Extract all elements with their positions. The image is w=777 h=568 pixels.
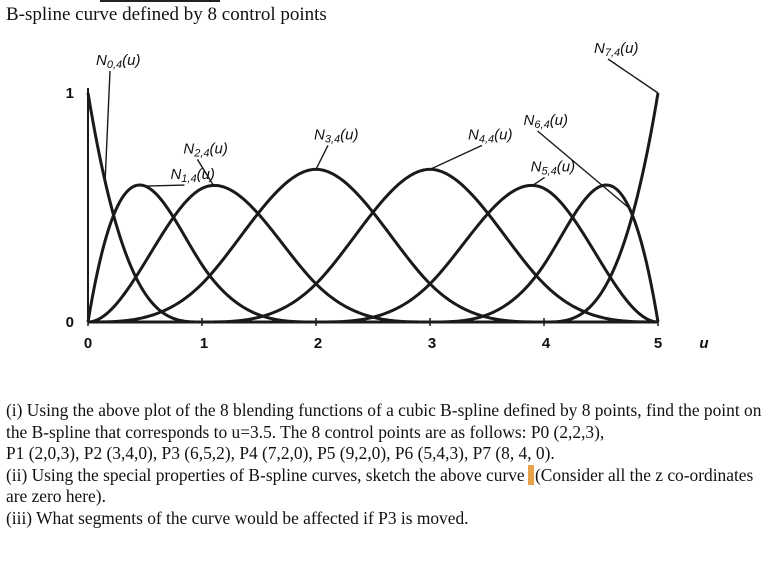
question-2-note: (Consider all the z co-ordinates are zero here). (6, 464, 754, 506)
basis-curve-3 (88, 169, 658, 322)
leader-line-3 (316, 145, 328, 169)
question-2-text: (ii) Using the special properties of B-spline curves, sketch the above curve (6, 464, 525, 485)
basis-curve-2 (88, 185, 658, 322)
basis-curve-1 (88, 185, 658, 322)
basis-curve-6 (88, 185, 658, 322)
leader-line-0 (105, 71, 110, 181)
question-1-points: P1 (2,0,3), P2 (3,4,0), P3 (6,5,2), P4 (7,2,0), P5 (9,2,0), P6 (5,4,3), P7 (8, 4, 0). (6, 443, 555, 463)
leader-layer (105, 59, 658, 208)
series-label-2: $N_{2,4}(u)$ (183, 140, 228, 160)
x-axis-label: u (699, 335, 709, 352)
x-tick-label-5: 5 (653, 335, 663, 352)
y-tick-label-1: 1 (65, 85, 74, 102)
question-1: (i) Using the above plot of the 8 blending functions of a cubic B-spline defined by 8 points, find the point on the B-spline that corresponds to u=3.5. The 8 control points are as follows: P0 (2,2,3), (6, 400, 762, 442)
x-tick-label-1: 1 (199, 335, 209, 352)
y-tick-label-0: 0 (65, 314, 74, 331)
label-layer (96, 40, 638, 185)
basis-curve-7 (88, 93, 658, 322)
title-overline (100, 0, 220, 2)
x-tick-label-0: 0 (83, 335, 93, 352)
curve-layer (88, 93, 658, 322)
page-title: B-spline curve defined by 8 control points (6, 4, 327, 25)
basis-curve-5 (88, 185, 658, 322)
basis-curve-4 (88, 169, 658, 322)
question-3: (iii) What segments of the curve would be affected if P3 is moved. (6, 507, 469, 528)
leader-line-4 (430, 145, 482, 169)
leader-line-1 (145, 185, 184, 186)
series-label-4: $N_{4,4}(u)$ (468, 126, 513, 146)
series-label-7: $N_{7,4}(u)$ (594, 40, 639, 59)
question-block (6, 400, 772, 529)
basis-curve-0 (88, 93, 658, 322)
series-label-3: $N_{3,4}(u)$ (314, 126, 359, 146)
series-label-5: $N_{5,4}(u)$ (530, 158, 576, 178)
series-label-0: $N_{0,4}(u)$ (96, 52, 141, 71)
series-label-6: $N_{6,4}(u)$ (523, 112, 569, 132)
x-tick-label-2: 2 (313, 335, 323, 352)
leader-line-7 (608, 59, 658, 93)
leader-line-5 (533, 177, 545, 185)
x-tick-label-4: 4 (541, 335, 551, 352)
question-2 (6, 465, 772, 508)
blending-functions-chart (0, 40, 777, 360)
series-label-1: $N_{1,4}(u)$ (170, 166, 215, 186)
x-tick-label-3: 3 (427, 335, 437, 352)
text-cursor (528, 465, 534, 485)
